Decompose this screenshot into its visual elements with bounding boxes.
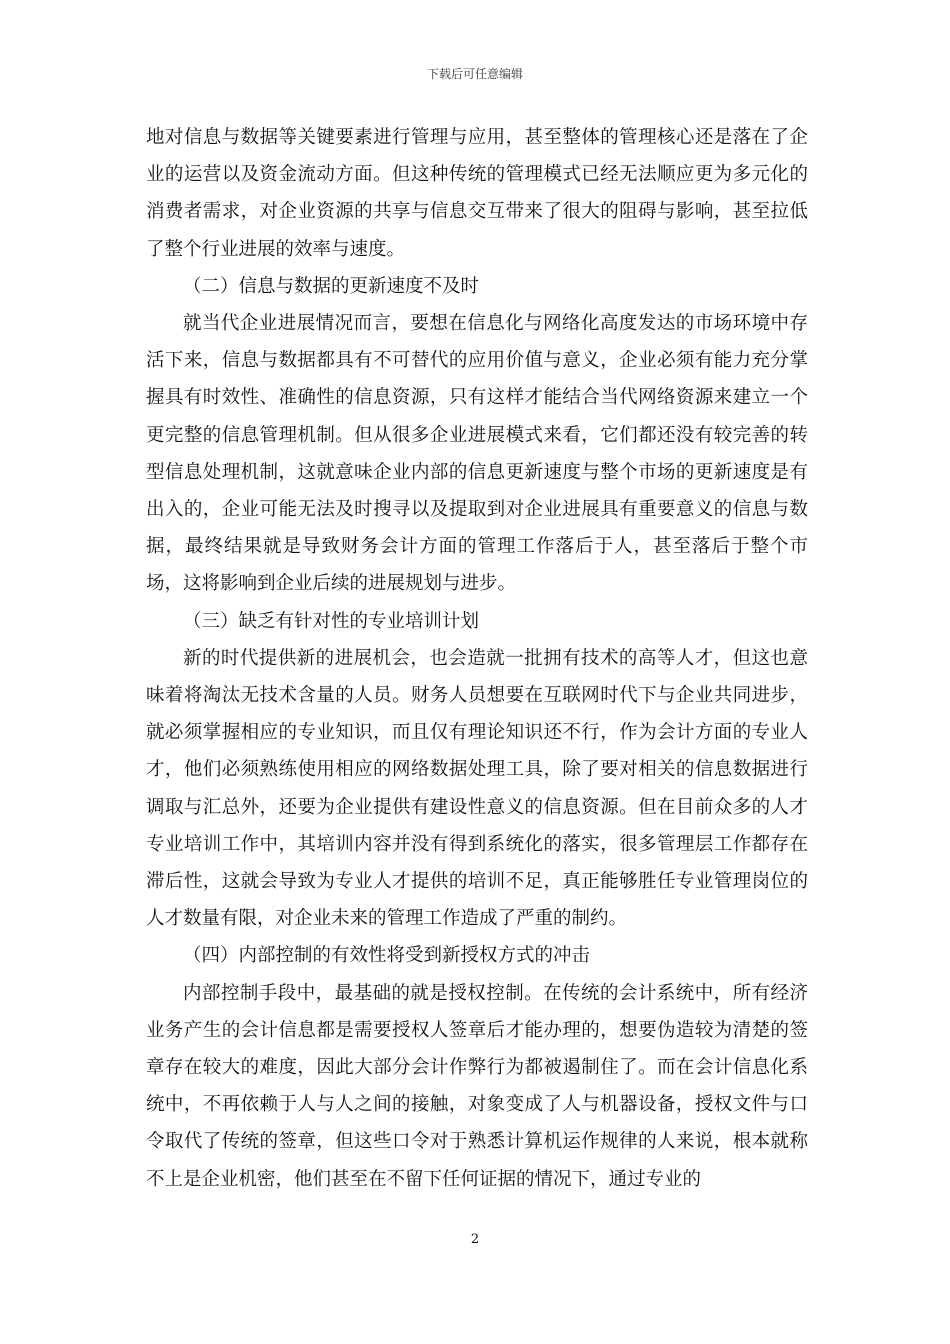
page-number: 2: [470, 1232, 480, 1247]
document-body: [146, 119, 808, 1198]
section-heading-4: （四）内部控制的有效性将受到新授权方式的冲击: [183, 945, 591, 967]
page-header: 下载后可任意编辑: [426, 67, 523, 81]
section-heading-3: （三）缺乏有针对性的专业培训计划: [183, 610, 480, 632]
paragraph-section-4: 内部控制手段中，最基础的就是授权控制。在传统的会计系统中，所有经济业务产生的会计信息都是需要授权人签章后才能办理的，想要伪造较为清楚的签章存在较大的难度，因此大部分会计作弊行为都被遏制住了。而在会计信息化系统中，不再依赖于人与人之间的接触，对象变成了人与机器设备，授权文件与口令取代了传统的签章，但这些口令对于熟悉计算机运作规律的人来说，根本就称不上是企业机密，他们甚至在不留下任何证据的情况下，通过专业的: [146, 982, 808, 1190]
section-heading-2: （二）信息与数据的更新速度不及时: [183, 275, 480, 297]
paragraph-section-2: 就当代企业进展情况而言，要想在信息化与网络化高度发达的市场环境中存活下来，信息与数据都具有不可替代的应用价值与意义，企业必须有能力充分掌握具有时效性、准确性的信息资源，只有这样才能结合当代网络资源来建立一个更完整的信息管理机制。但从很多企业进展模式来看，它们都还没有较完善的转型信息处理机制，这就意味企业内部的信息更新速度与整个市场的更新速度是有出入的，企业可能无法及时搜寻以及提取到对企业进展具有重要意义的信息与数据，最终结果就是导致财务会计方面的管理工作落后于人，甚至落后于整个市场，这将影响到企业后续的进展规划与进步。: [146, 313, 808, 595]
paragraph-continuation: 地对信息与数据等关键要素进行管理与应用，甚至整体的管理核心还是落在了企业的运营以及资金流动方面。但这种传统的管理模式已经无法顺应更为多元化的消费者需求，对企业资源的共享与信息交互带来了很大的阻碍与影响，甚至拉低了整个行业进展的效率与速度。: [146, 127, 808, 260]
paragraph-section-3: 新的时代提供新的进展机会，也会造就一批拥有技术的高等人才，但这也意味着将淘汰无技术含量的人员。财务人员想要在互联网时代下与企业共同进步，就必须掌握相应的专业知识，而且仅有理论知识还不行，作为会计方面的专业人才，他们必须熟练使用相应的网络数据处理工具，除了要对相关的信息数据进行调取与汇总外，还要为企业提供有建设性意义的信息资源。但在目前众多的人才专业培训工作中，其培训内容并没有得到系统化的落实，很多管理层工作都存在滞后性，这就会导致为专业人才提供的培训不足，真正能够胜任专业管理岗位的人才数量有限，对企业未来的管理工作造成了严重的制约。: [146, 647, 808, 930]
